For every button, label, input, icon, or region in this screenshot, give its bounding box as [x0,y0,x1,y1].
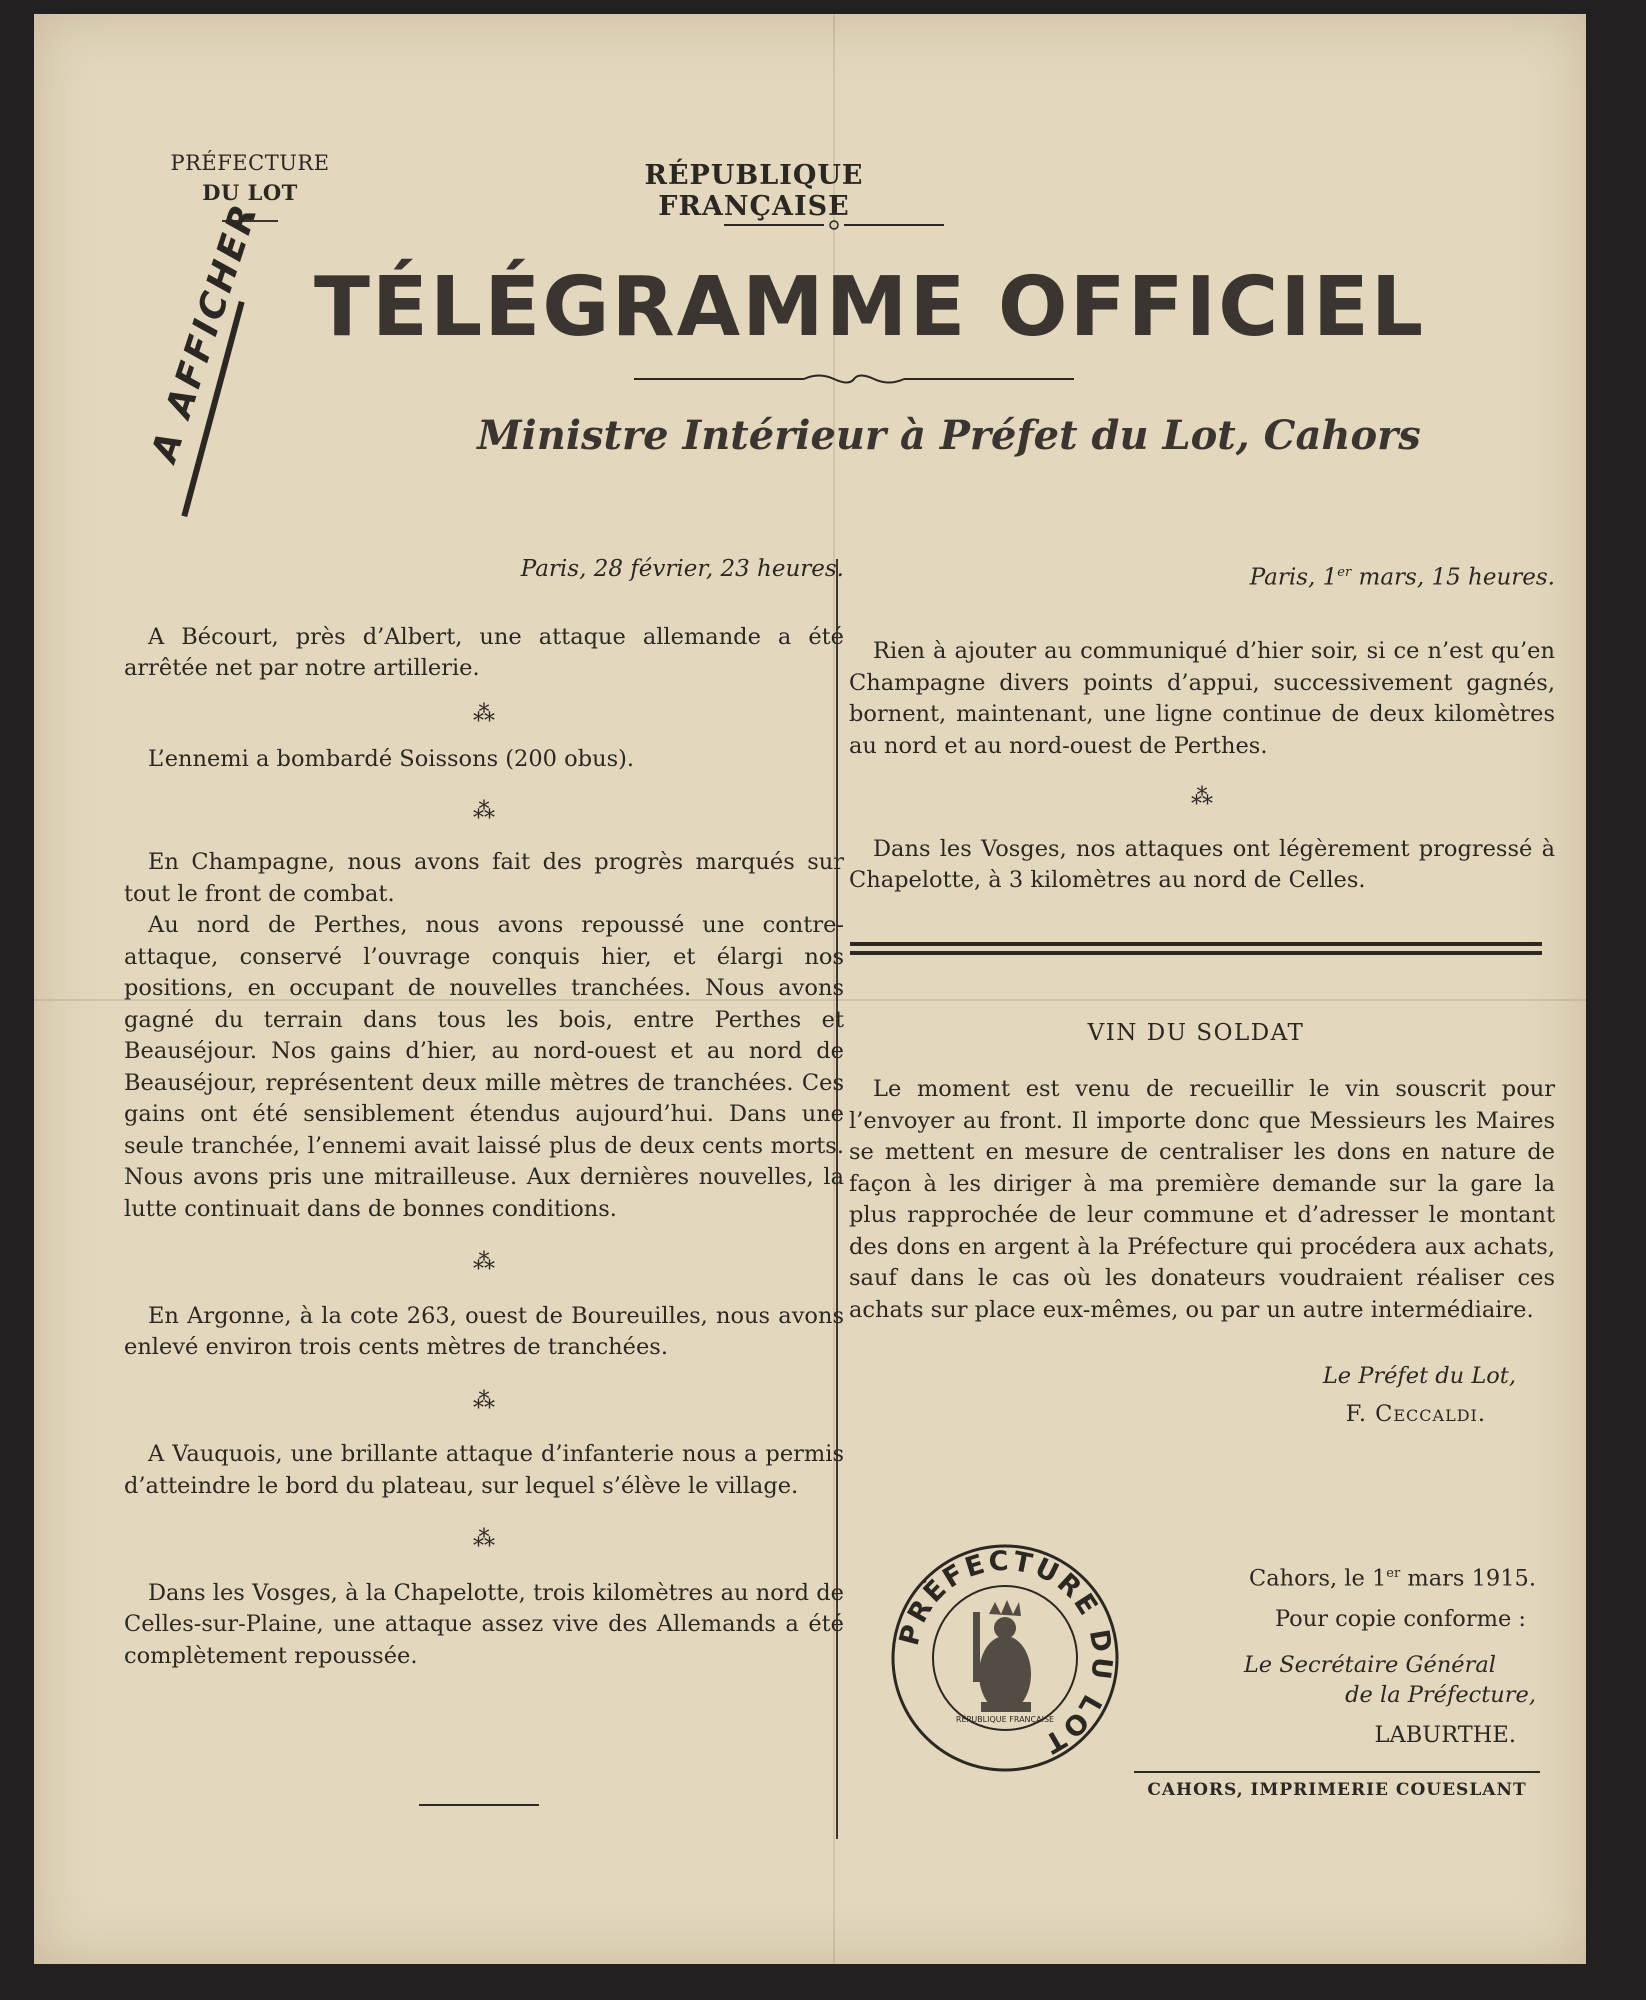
left-paragraph-3: En Champagne, nous avons fait des progrès marqués sur tout le front de combat. [124,849,844,907]
footer-date-prefix: Cahors, le 1 [1249,1565,1387,1592]
seal-inner-text: RÉPUBLIQUE FRANÇAISE [955,1715,1055,1724]
printer-rule [1134,1771,1540,1773]
prefecture-seal [889,1542,1121,1774]
prefect-title: Le Préfet du Lot, [1322,1363,1516,1389]
printer-credit: CAHORS, IMPRIMERIE COUESLANT [1147,1780,1527,1800]
left-column [124,554,844,1672]
prefect-name: F. Ceccaldi. [1345,1401,1486,1427]
right-date [849,557,1555,594]
vin-title: VIN DU SOLDAT [1087,1020,1305,1046]
star-separator: ⁂ [473,798,495,824]
vin-body: Le moment est venu de recueillir le vin souscrit pour l’envoyer au front. Il importe donc que Messieurs les Maires se mettent en mesure de centraliser les dons en nature de façon à les diriger à ma première demande sur la gare la plus rapprochée de leur commune et d’adresser le montant des dons en argent à la Préfecture qui procédera aux achats, sauf dans le cas où les donateurs voudraient réaliser ces achats sur place eux-mêmes, ou par un autre intermédiaire. [849,1076,1555,1323]
secretary-signature [1244,1650,1536,1750]
vin-section [849,1074,1555,1326]
certified-copy: Pour copie conforme : [1274,1605,1526,1632]
right-paragraph-2: Dans les Vosges, nos attaques ont légèrement progressé à Chapelotte, à 3 kilomètres au nord de Celles. [849,835,1555,894]
seal-text: PRÉFECTURE DU LOT [893,1545,1118,1761]
footer-block [1249,1554,1536,1639]
poster-sheet [34,14,1586,1964]
right-column [849,557,1555,897]
secretary-line2: de la Préfecture, [1345,1682,1536,1708]
star-separator: ⁂ [473,1388,495,1414]
poster-subtitle: Ministre Intérieur à Préfet du Lot, Cahors [477,412,1421,459]
left-paragraph-5: En Argonne, à la cote 263, ouest de Boureuilles, nous avons enlevé environ trois cents mètres de tranchées. [124,1302,844,1360]
left-date: Paris, 28 février, 23 heures. [520,556,844,582]
double-rule [850,942,1542,956]
left-paragraph-2: L’ennemi a bombardé Soissons (200 obus). [148,746,635,772]
afficher-text: A AFFICHER [144,197,267,467]
footer-date-suffix: mars 1915. [1400,1565,1536,1592]
footer-place-date [1249,1554,1536,1599]
secretary-name: LABURTHE. [1374,1722,1516,1748]
left-end-rule [419,1804,539,1806]
prefecture-line2: DU LOT [202,180,298,205]
footer-date-sup: er [1386,1566,1401,1581]
left-paragraph-7: Dans les Vosges, à la Chapelotte, trois kilomètres au nord de Celles-sur-Plaine, une attaque assez vive des Allemands a été complètement repoussée. [124,1579,844,1669]
ornament-rule-top [724,218,944,232]
prefecture-line1: PRÉFECTURE [170,151,330,175]
poster-title: TÉLÉGRAMME OFFICIEL [314,260,1426,355]
left-paragraph-6: A Vauquois, une brillante attaque d’infanterie nous a permis d’atteindre le bord du plateau, sur lequel s’élève le village. [124,1441,844,1499]
star-separator: ⁂ [473,1250,495,1275]
right-date-suffix: mars, 15 heures. [1351,564,1555,591]
star-separator: ⁂ [1191,785,1213,811]
right-date-prefix: Paris, 1 [1249,564,1338,591]
republic-heading: RÉPUBLIQUE FRANÇAISE [644,160,864,222]
prefect-signature [1323,1363,1516,1427]
left-paragraph-4: Au nord de Perthes, nous avons repoussé une contre-attaque, conservé l’ouvrage conquis hier, et élargi nos positions, en occupant de nouvelles tranchées. Nous avons gagné du terrain dans tous les bois, entre Perthes et Beauséjour. Nos gains d’hier, au nord-ouest et au nord de Beauséjour, représentent deux mille mètres de tranchées. Ces gains ont été sensiblement étendus aujourd’hui. Dans une seule tranchée, l’ennemi avait laissé plus de deux cents morts. Nous avons pris une mitrailleuse. Aux dernières nouvelles, la lutte continuait dans de bonnes conditions. [124,912,844,1222]
right-date-sup: er [1337,565,1352,580]
star-separator: ⁂ [473,1527,495,1552]
star-separator: ⁂ [473,701,495,727]
left-paragraph-1: A Bécourt, près d’Albert, une attaque allemande a été arrêtée net par notre artillerie. [124,623,844,681]
right-paragraph-1: Rien à ajouter au communiqué d’hier soir, si ce n’est qu’en Champagne divers points d’appui, successivement gagnés, bornent, maintenant, une ligne continue de deux kilomètres au nord et au nord-ouest de Perthes. [849,638,1555,759]
ornament-rule-title [634,370,1074,388]
secretary-line1: Le Secrétaire Général [1243,1652,1496,1678]
